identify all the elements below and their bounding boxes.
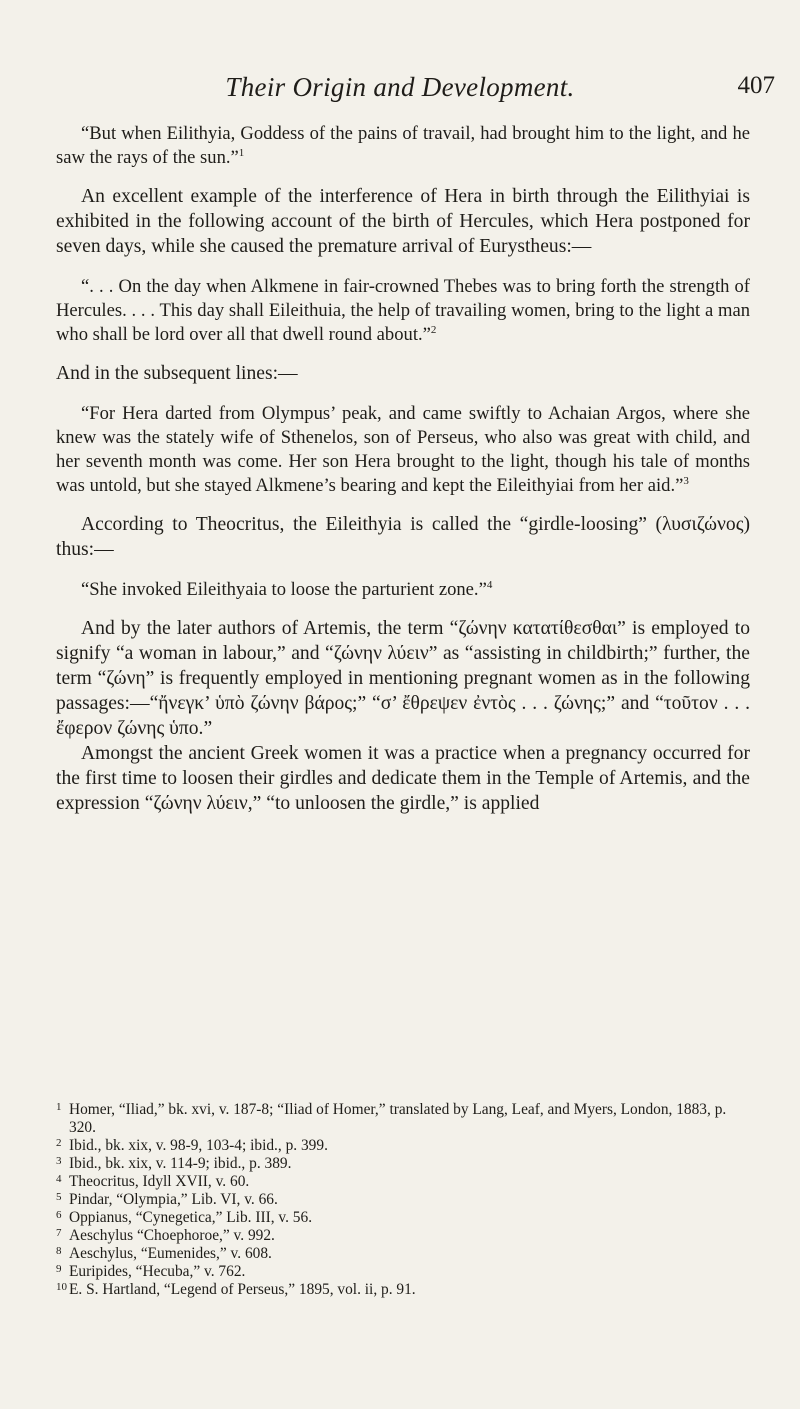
footnote: 5 Pindar, “Olympia,” Lib. VI, v. 66.	[56, 1191, 278, 1208]
paragraph: Amongst the ancient Greek women it was a practice when a pregnancy occurred for the first time to loosen their girdles and dedicate them in the Temple of Artemis, and the expression “ζώνην λύειν,” “to unloosen the girdle,” is applied	[56, 743, 750, 814]
paragraph: And in the subsequent lines:—	[56, 363, 298, 384]
footnote-ref: 3	[683, 475, 689, 487]
footnote-ref: 2	[430, 324, 437, 336]
main-text	[56, 122, 750, 816]
page-number: 407	[737, 72, 775, 99]
running-title: Their Origin and Development.	[225, 72, 575, 102]
footnotes	[56, 1101, 750, 1299]
footnote: 7 Aeschylus “Choephoroe,” v. 992.	[56, 1227, 275, 1244]
paragraph: According to Theocritus, the Eileithyia is called the “girdle-loosing” (λυσιζώνος) thus:—	[56, 514, 750, 560]
footnote-ref: 1	[238, 147, 245, 159]
footnote: 1 Homer, “Iliad,” bk. xvi, v. 187-8; “Iliad of Homer,” translated by Lang, Leaf, and Myers, London, 1883, p. 320.	[56, 1101, 727, 1136]
footnote: 9 Euripides, “Hecuba,” v. 762.	[56, 1263, 246, 1280]
paragraph: “For Hera darted from Olympus’ peak, and came swiftly to Achaian Argos, where she knew was the stately wife of Sthenelos, son of Perseus, who also was great with child, and her seventh month was come. Her son Hera brought to the light, though his tale of months was untold, but she stayed Alkmene’s bearing and kept the Eileithyiai from her aid.”$^3$	[56, 403, 750, 496]
paragraph: “. . . On the day when Alkmene in fair-crowned Thebes was to bring forth the strength of Hercules. . . . This day shall Eileithuia, the help of travailing women, bring to the light a man who shall be lord over all that dwell round about.”$^2$	[56, 276, 750, 345]
paragraph: “She invoked Eileithyaia to loose the parturient zone.”$^4$	[81, 579, 493, 600]
page-header	[0, 72, 800, 112]
footnote: 6 Oppianus, “Cynegetica,” Lib. III, v. 56.	[56, 1209, 313, 1226]
footnote: 3 Ibid., bk. xix, v. 114-9; ibid., p. 389.	[56, 1155, 292, 1172]
footnote: 4 Theocritus, Idyll XVII, v. 60.	[56, 1173, 250, 1190]
paragraph: An excellent example of the interference of Hera in birth through the Eilithyiai is exhibited in the following account of the birth of Hercules, which Hera postponed for seven days, while she caused the premature arrival of Eurystheus:—	[56, 186, 750, 257]
footnote-ref: 4	[486, 579, 493, 591]
footnote: 8 Aeschylus, “Eumenides,” v. 608.	[56, 1245, 272, 1262]
footnote: 10 E. S. Hartland, “Legend of Perseus,” 1895, vol. ii, p. 91.	[56, 1281, 416, 1298]
paragraph: And by the later authors of Artemis, the term “ζώνην κατατίθεσθαι” is employed to signify “a woman in labour,” and “ζώνην λύειν” as “assisting in childbirth;” further, the term “ζώνη” is frequently employed in mentioning pregnant women as in the following passages:—“ἤνεγκ’ ὑπὸ ζώνην βάρος;” “σ’ ἔθρεψεν ἐντὸς . . . ζώνης;” and “τοῦτον . . . ἔφερον ζώνης ὑπο.”	[56, 618, 750, 739]
footnote: 2 Ibid., bk. xix, v. 98-9, 103-4; ibid., p. 399.	[56, 1137, 328, 1154]
paragraph: “But when Eilithyia, Goddess of the pains of travail, had brought him to the light, and he saw the rays of the sun.”$^1$	[56, 123, 750, 168]
